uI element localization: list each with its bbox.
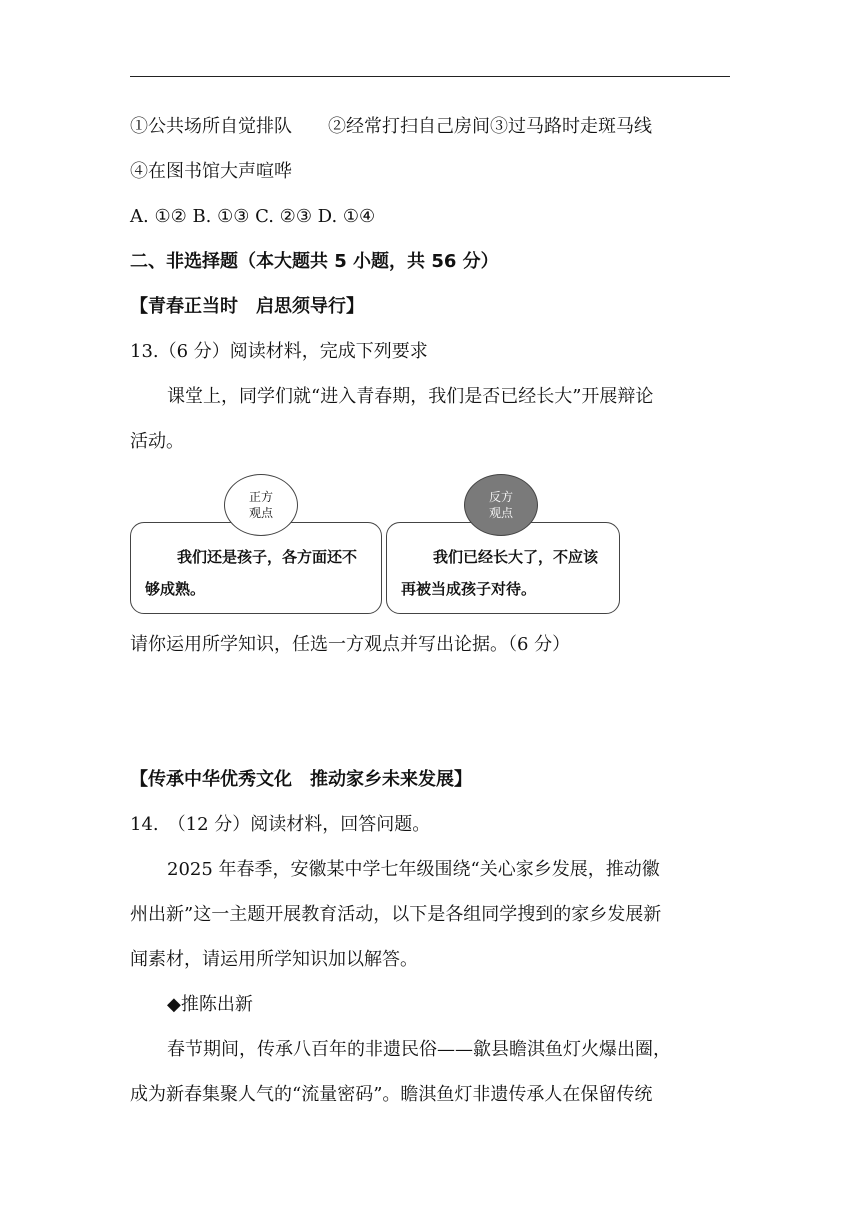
question-14-paragraph-2-line-1: 春节期间，传承八百年的非遗民俗——歙县瞻淇鱼灯火爆出圈， <box>167 1039 671 1060</box>
bullet-title: ◆推陈出新 <box>167 994 253 1015</box>
affirmative-bubble-line-1: 正方 <box>248 490 273 504</box>
question-13-prompt: 请你运用所学知识，任选一方观点并写出论据。（6 分） <box>130 634 571 655</box>
options-line-1: ①公共场所自觉排队 ②经常打扫自己房间③过马路时走斑马线 <box>130 116 652 137</box>
negative-bubble-line-2: 观点 <box>488 506 513 520</box>
question-13-header: 13.（6 分）阅读材料，完成下列要求 <box>130 341 428 362</box>
question-14-paragraph-1-line-3: 闻素材，请运用所学知识加以解答。 <box>130 949 418 970</box>
debate-figure <box>130 472 620 618</box>
negative-text: 我们已经长大了，不应该再被当成孩子对待。 <box>401 548 599 598</box>
unit-title-1: 【青春正当时 启思须导行】 <box>130 296 364 317</box>
answer-choices: A. ①② B. ①③ C. ②③ D. ①④ <box>130 206 376 227</box>
affirmative-text: 我们还是孩子，各方面还不够成熟。 <box>145 548 358 598</box>
question-14-paragraph-1-line-1: 2025 年春季，安徽某中学七年级围绕“关心家乡发展，推动徽 <box>167 859 660 880</box>
negative-bubble-line-1: 反方 <box>488 490 513 504</box>
question-14-header: 14. （12 分）阅读材料，回答问题。 <box>130 814 431 835</box>
question-14-paragraph-2-line-2: 成为新春集聚人气的“流量密码”。瞻淇鱼灯非遗传承人在保留传统 <box>130 1084 653 1105</box>
affirmative-bubble-line-2: 观点 <box>248 506 273 520</box>
unit-title-2: 【传承中华优秀文化 推动家乡未来发展】 <box>130 769 472 790</box>
options-line-2: ④在图书馆大声喧哗 <box>130 161 292 182</box>
question-13-paragraph-line-2: 活动。 <box>130 431 184 452</box>
header-rule <box>130 76 730 77</box>
negative-bubble <box>464 474 538 536</box>
affirmative-bubble <box>224 474 298 536</box>
question-13-paragraph-line-1: 课堂上，同学们就“进入青春期，我们是否已经长大”开展辩论 <box>167 386 654 407</box>
question-14-paragraph-1-line-2: 州出新”这一主题开展教育活动，以下是各组同学搜到的家乡发展新 <box>130 904 662 925</box>
section-title: 二、非选择题（本大题共 5 小题，共 56 分） <box>130 251 499 272</box>
